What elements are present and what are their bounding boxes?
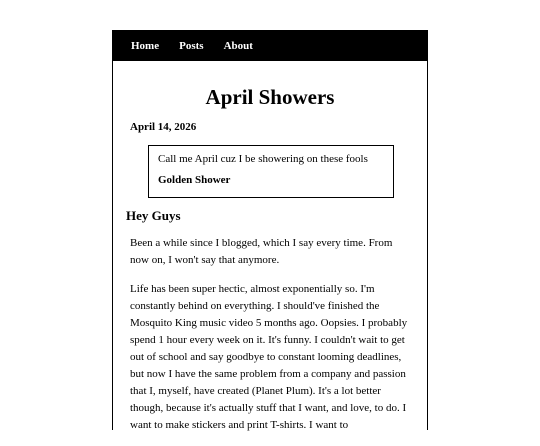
nav-home-link[interactable]: Home bbox=[131, 40, 160, 52]
page-container bbox=[112, 30, 428, 430]
nav-posts-link[interactable]: Posts bbox=[179, 40, 204, 52]
post-body bbox=[130, 235, 412, 446]
body-paragraph: Been a while since I blogged, which I say every time. From now on, I won't say that anymore. bbox=[130, 237, 393, 266]
quote-author: Golden Shower bbox=[158, 174, 231, 186]
quote-text: Call me April cuz I be showering on these fools bbox=[158, 153, 368, 165]
post-title: April Showers bbox=[205, 85, 335, 109]
post-date: April 14, 2026 bbox=[130, 121, 197, 133]
nav-about-link[interactable]: About bbox=[223, 40, 253, 52]
quote-box bbox=[148, 145, 394, 198]
section-heading: Hey Guys bbox=[126, 208, 181, 223]
top-nav bbox=[113, 31, 427, 61]
body-paragraph: Life has been super hectic, almost exponentially so. I'm constantly behind on everything. I should've finished the Mosquito King music video 5 months ago. Oopsies. I probably spend 1 hour every week on it. It's funny. I couldn't wait to get out of school and say goodbye to constant looming deadlines, but now I have the same problem from a company and passion that I, myself, have created (Planet Plum). It's a lot better though, because it's actually stuff that I want, and love, to do. I want to make stickers and print T-shirts. I want to bbox=[130, 283, 408, 431]
